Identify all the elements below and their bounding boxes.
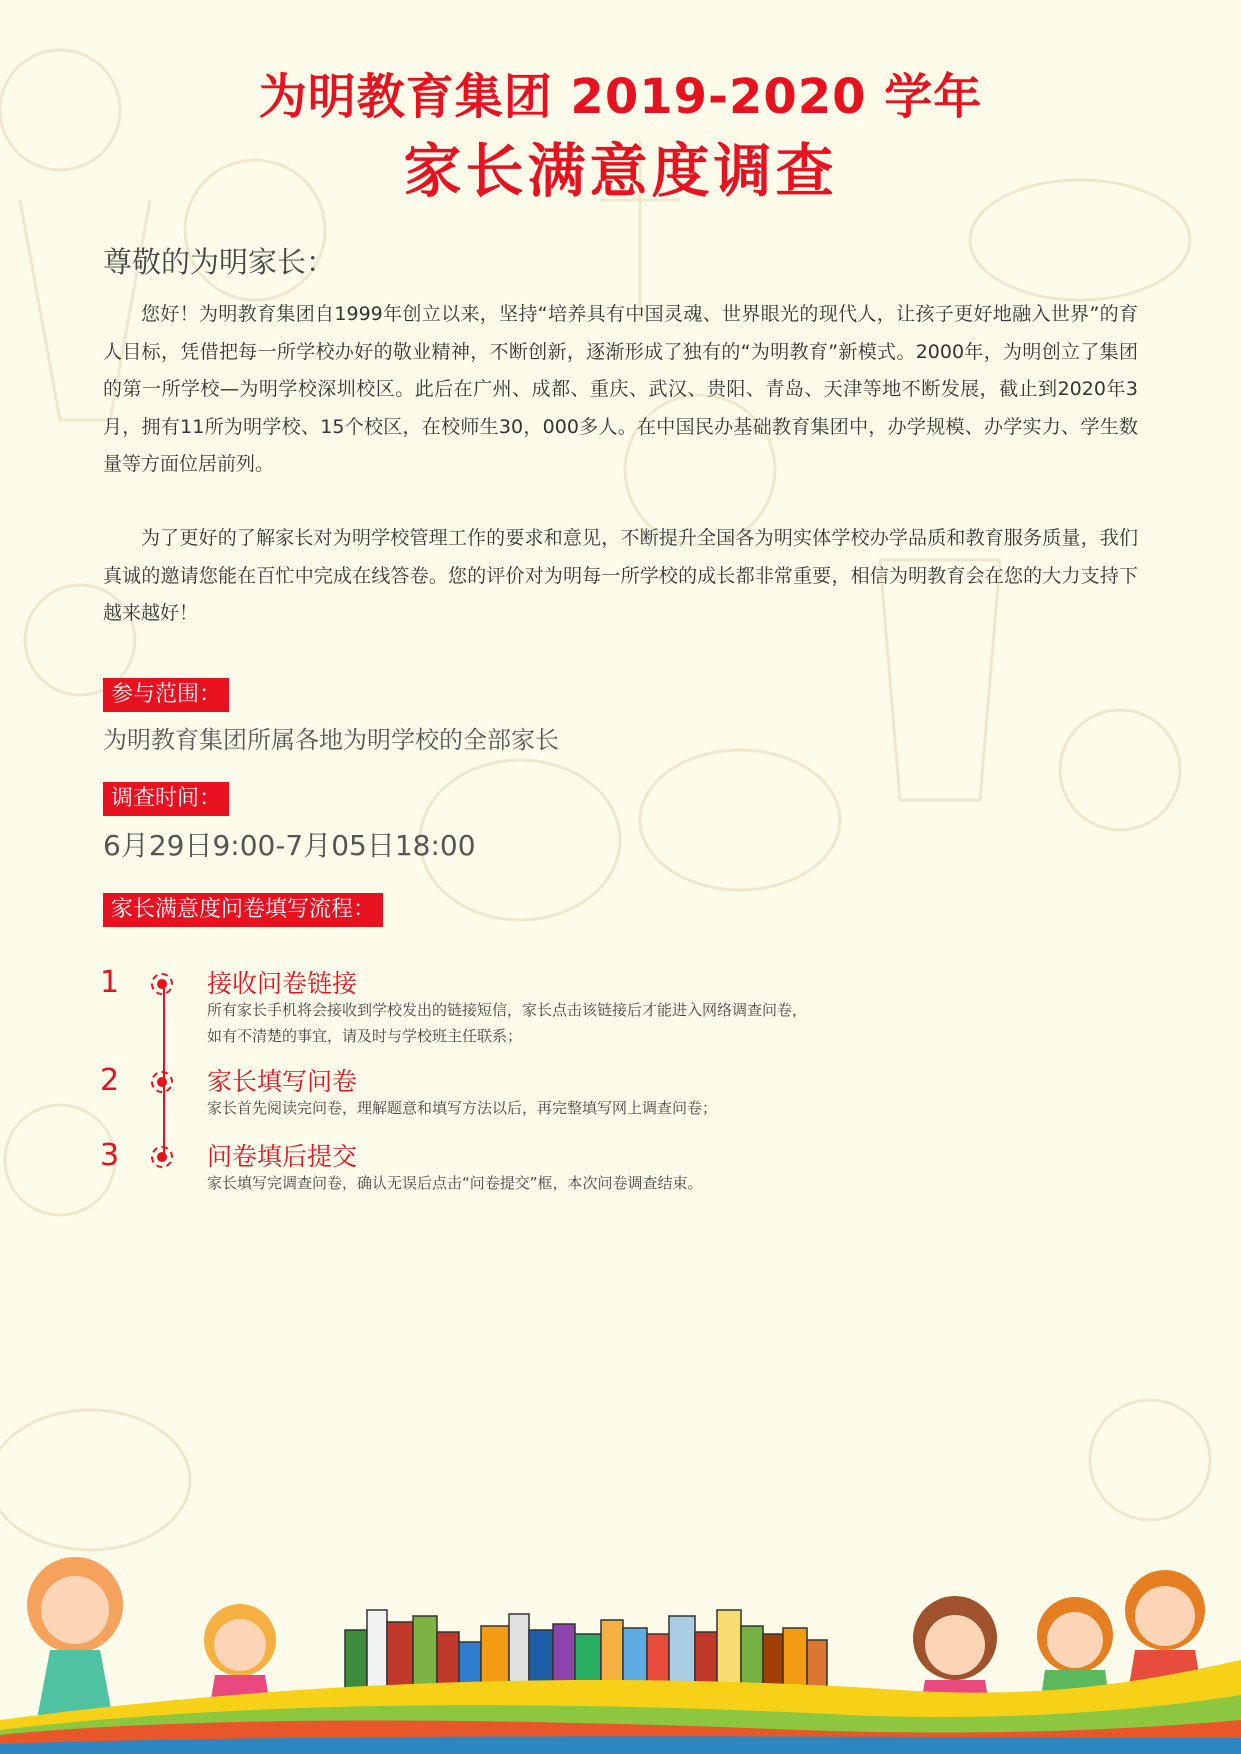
step-marker-icon [151, 1146, 173, 1168]
invitation-paragraph: 为了更好的了解家长对为明学校管理工作的要求和意见，不断提升全国各为明实体学校办学品质和教育服务质量，我们真诚的邀请您能在百忙中完成在线答卷。您的评价对为明每一所学校的成长都非常重要，相信为明教育会在您的大力支持下越来越好！ [103, 527, 1138, 624]
step-marker-icon [151, 973, 173, 995]
step-number: 1 [100, 965, 120, 1000]
step-description [207, 1095, 987, 1121]
greeting: 尊敬的为明家长： [103, 245, 336, 279]
step-description-line: 所有家长手机将会接收到学校发出的链接短信，家长点击该链接后才能进入网络调查问卷， [207, 1001, 808, 1019]
page-title-line2: 家长满意度调查 [403, 137, 838, 205]
scope-label: 参与范围： [103, 678, 229, 712]
step-description [207, 1170, 987, 1196]
step-number: 3 [100, 1138, 120, 1173]
process-label: 家长满意度问卷填写流程： [103, 893, 383, 927]
step-description-line: 家长首先阅读完问卷，理解题意和填写方法以后，再完整填写网上调查问卷； [207, 1099, 718, 1117]
intro-paragraph: 您好！为明教育集团自1999年创立以来，坚持“培养具有中国灵魂、世界眼光的现代人，让孩子更好地融入世界”的育人目标，凭借把每一所学校办好的敬业精神，不断创新，逐渐形成了独有的“为明教育”新模式。2000年，为明创立了集团的第一所学校—为明学校深圳校区。此后在广州、成都、重庆、武汉、贵阳、青岛、天津等地不断发展，截止到2020年3月，拥有11所为明学校、15个校区，在校师生30，000多人。在中国民办基础教育集团中，办学规模、办学实力、学生数量等方面位居前列。 [103, 303, 1138, 475]
scope-value: 为明教育集团所属各地为明学校的全部家长 [103, 726, 559, 754]
kids-and-books-illustration [0, 1530, 1241, 1754]
time-label: 调查时间： [103, 782, 229, 816]
step-title: 问卷填后提交 [207, 1142, 358, 1171]
step-description-line: 如有不清楚的事宜，请及时与学校班主任联系； [207, 1027, 523, 1045]
page-title-line1: 为明教育集团 2019-2020 学年 [258, 69, 983, 125]
step-marker-icon [151, 1071, 173, 1093]
process-steps [100, 960, 1140, 1200]
step-description [207, 997, 987, 1049]
time-value: 6月29日9:00-7月05日18:00 [103, 829, 476, 862]
step-title: 家长填写问卷 [207, 1067, 358, 1096]
step-number: 2 [100, 1063, 120, 1098]
step-title: 接收问卷链接 [207, 969, 358, 998]
step-description-line: 家长填写完调查问卷，确认无误后点击“问卷提交”框，本次问卷调查结束。 [207, 1174, 703, 1192]
